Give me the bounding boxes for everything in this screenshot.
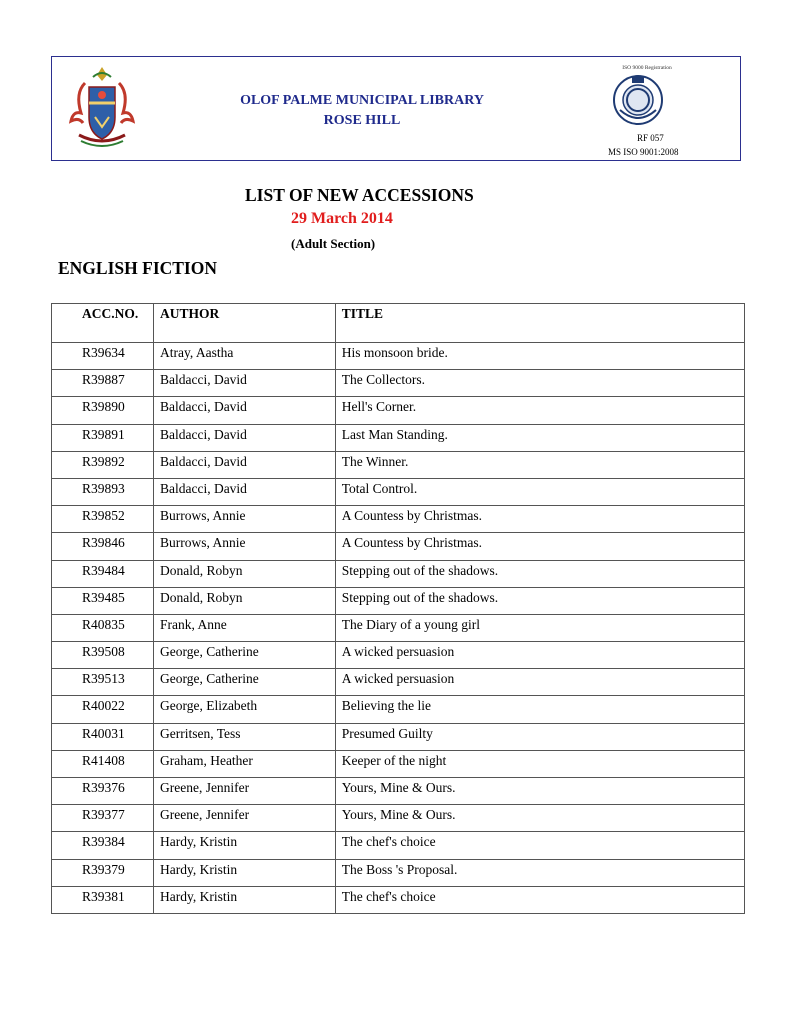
acc-no-cell: R39846	[52, 533, 154, 560]
author-cell: George, Catherine	[153, 669, 335, 696]
acc-no-cell: R39485	[52, 587, 154, 614]
author-cell: Baldacci, David	[153, 451, 335, 478]
table-row	[52, 669, 745, 696]
author-cell: Baldacci, David	[153, 397, 335, 424]
library-location: ROSE HILL	[323, 113, 401, 128]
acc-no-cell: R39634	[52, 343, 154, 370]
title-cell: The chef's choice	[335, 886, 744, 913]
acc-no-cell: R39484	[52, 560, 154, 587]
title-cell: A wicked persuasion	[335, 669, 744, 696]
author-cell: Baldacci, David	[153, 424, 335, 451]
msb-seal-icon	[612, 74, 664, 126]
acc-no-cell: R39892	[52, 451, 154, 478]
author-cell: Donald, Robyn	[153, 587, 335, 614]
title-cell: Stepping out of the shadows.	[335, 587, 744, 614]
title-cell: A wicked persuasion	[335, 642, 744, 669]
table-row	[52, 533, 745, 560]
table-row	[52, 343, 745, 370]
table-row	[52, 587, 745, 614]
document-subtitle: (Adult Section)	[291, 236, 376, 251]
table-row	[52, 778, 745, 805]
table-row	[52, 696, 745, 723]
acc-no-cell: R39381	[52, 886, 154, 913]
section-heading: ENGLISH FICTION	[58, 258, 217, 278]
author-cell: Burrows, Annie	[153, 506, 335, 533]
table-body	[52, 343, 745, 914]
acc-no-cell: R39377	[52, 805, 154, 832]
column-header-title: TITLE	[335, 304, 744, 343]
acc-no-cell: R39890	[52, 397, 154, 424]
title-cell: The Winner.	[335, 451, 744, 478]
author-cell: Graham, Heather	[153, 750, 335, 777]
acc-no-cell: R39852	[52, 506, 154, 533]
author-cell: Burrows, Annie	[153, 533, 335, 560]
table-row	[52, 370, 745, 397]
title-cell: His monsoon bride.	[335, 343, 744, 370]
document-date: 29 March 2014	[291, 210, 393, 227]
column-header-acc-no: ACC.NO.	[52, 304, 154, 343]
table-row	[52, 805, 745, 832]
table-row	[52, 560, 745, 587]
title-cell: The chef's choice	[335, 832, 744, 859]
accessions-table	[51, 303, 745, 914]
acc-no-cell: R39379	[52, 859, 154, 886]
table-row	[52, 886, 745, 913]
document-title: LIST OF NEW ACCESSIONS	[245, 185, 474, 205]
table-row	[52, 750, 745, 777]
author-cell: Greene, Jennifer	[153, 805, 335, 832]
title-cell: Yours, Mine & Ours.	[335, 805, 744, 832]
acc-no-cell: R39893	[52, 478, 154, 505]
table-row	[52, 859, 745, 886]
table-row	[52, 424, 745, 451]
acc-no-cell: R40031	[52, 723, 154, 750]
iso-registration-label: ISO 9000 Registration	[622, 65, 672, 71]
title-cell: Yours, Mine & Ours.	[335, 778, 744, 805]
title-cell: Hell's Corner.	[335, 397, 744, 424]
column-header-author: AUTHOR	[153, 304, 335, 343]
iso-standard: MS ISO 9001:2008	[608, 147, 679, 157]
author-cell: Baldacci, David	[153, 370, 335, 397]
title-cell: The Collectors.	[335, 370, 744, 397]
acc-no-cell: R39508	[52, 642, 154, 669]
acc-no-cell: R39887	[52, 370, 154, 397]
coat-of-arms-icon	[67, 63, 137, 155]
author-cell: Frank, Anne	[153, 614, 335, 641]
author-cell: Donald, Robyn	[153, 560, 335, 587]
table-header-row	[52, 304, 745, 343]
title-cell: Last Man Standing.	[335, 424, 744, 451]
title-cell: Total Control.	[335, 478, 744, 505]
author-cell: Hardy, Kristin	[153, 886, 335, 913]
library-name: OLOF PALME MUNICIPAL LIBRARY	[240, 93, 484, 108]
acc-no-cell: R41408	[52, 750, 154, 777]
acc-no-cell: R39513	[52, 669, 154, 696]
acc-no-cell: R39384	[52, 832, 154, 859]
table-row	[52, 506, 745, 533]
author-cell: Gerritsen, Tess	[153, 723, 335, 750]
title-cell: Stepping out of the shadows.	[335, 560, 744, 587]
table-row	[52, 451, 745, 478]
author-cell: Hardy, Kristin	[153, 832, 335, 859]
acc-no-cell: R39376	[52, 778, 154, 805]
table-row	[52, 478, 745, 505]
title-cell: A Countess by Christmas.	[335, 506, 744, 533]
reference-code: RF 057	[637, 133, 664, 143]
acc-no-cell: R40835	[52, 614, 154, 641]
table-row	[52, 614, 745, 641]
title-cell: The Boss 's Proposal.	[335, 859, 744, 886]
author-cell: Baldacci, David	[153, 478, 335, 505]
table-row	[52, 723, 745, 750]
table-row	[52, 397, 745, 424]
acc-no-cell: R39891	[52, 424, 154, 451]
title-cell: A Countess by Christmas.	[335, 533, 744, 560]
table-row	[52, 832, 745, 859]
author-cell: Atray, Aastha	[153, 343, 335, 370]
author-cell: Greene, Jennifer	[153, 778, 335, 805]
table-row	[52, 642, 745, 669]
title-cell: Keeper of the night	[335, 750, 744, 777]
author-cell: George, Elizabeth	[153, 696, 335, 723]
acc-no-cell: R40022	[52, 696, 154, 723]
letterhead	[51, 56, 741, 161]
title-cell: The Diary of a young girl	[335, 614, 744, 641]
title-cell: Believing the lie	[335, 696, 744, 723]
author-cell: George, Catherine	[153, 642, 335, 669]
title-cell: Presumed Guilty	[335, 723, 744, 750]
author-cell: Hardy, Kristin	[153, 859, 335, 886]
